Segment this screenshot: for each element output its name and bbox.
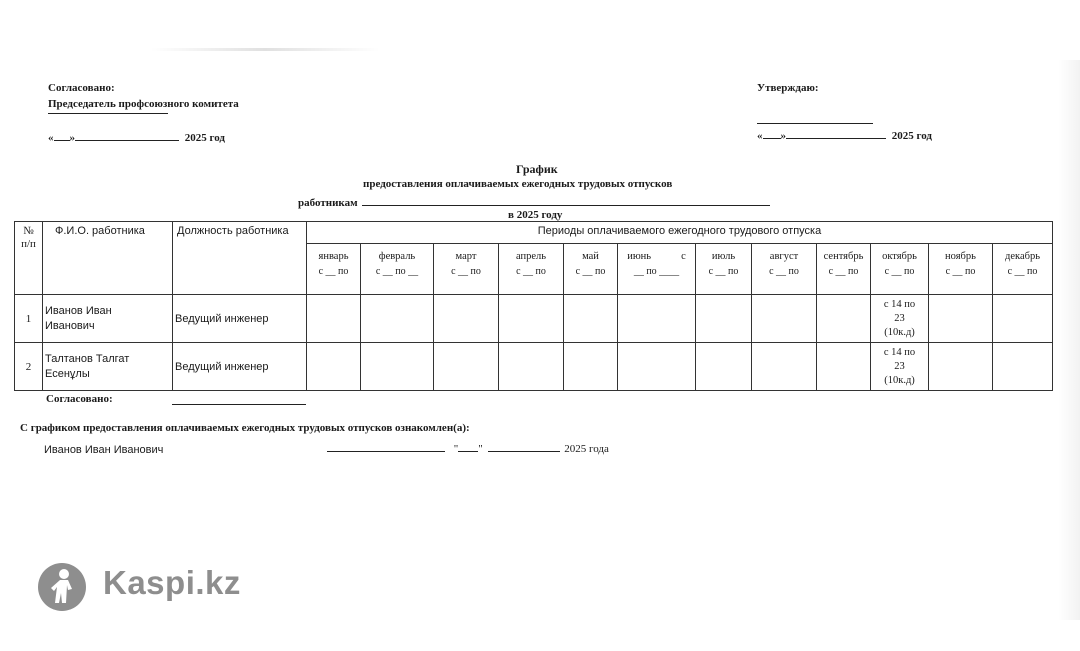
- month-july: июль с __ по: [696, 244, 752, 295]
- month-october: октябрь с __ по: [871, 244, 929, 295]
- date-line-right: « » 2025 год: [757, 130, 932, 142]
- footer-signature-line: [172, 404, 306, 405]
- table-row: [15, 343, 1053, 391]
- month-january: январь с __ по: [307, 244, 361, 295]
- october-vacation-period: с 14 по 23 (10к.д): [871, 343, 929, 391]
- employee-position: Ведущий инженер: [173, 343, 307, 391]
- vacation-schedule-table: [14, 221, 1053, 391]
- footer-agreed-label: Согласовано:: [46, 393, 113, 405]
- date-line-left: « » 2025 год: [48, 132, 225, 144]
- year-line: в 2025 году: [508, 209, 563, 221]
- row-number: 1: [15, 295, 43, 343]
- col-position-header: Должность работника: [173, 222, 307, 295]
- employee-name: Иванов Иван Иванович: [43, 295, 173, 343]
- kaspi-logo-icon: [38, 563, 86, 611]
- row-number: 2: [15, 343, 43, 391]
- table-row: [15, 295, 1053, 343]
- month-september: сентябрь с __ по: [817, 244, 871, 295]
- scan-shadow: [150, 48, 380, 51]
- month-april: апрель с __ по: [499, 244, 564, 295]
- signature-line-right: [757, 123, 873, 124]
- periods-header: Периоды оплачиваемого ежегодного трудового отпуска: [307, 222, 1053, 244]
- month-february: февраль с __ по __: [361, 244, 434, 295]
- month-may: май с __ по: [564, 244, 618, 295]
- workers-line: работникам: [298, 195, 770, 209]
- col-name-header: Ф.И.О. работника: [43, 222, 173, 295]
- month-august: август с __ по: [752, 244, 817, 295]
- month-december: декабрь с __ по: [993, 244, 1053, 295]
- col-number-header: № п/п: [15, 222, 43, 295]
- month-november: ноябрь с __ по: [929, 244, 993, 295]
- october-vacation-period: с 14 по 23 (10к.д): [871, 295, 929, 343]
- employee-position: Ведущий инженер: [173, 295, 307, 343]
- approve-label: Утверждаю:: [757, 82, 819, 94]
- month-march: март с __ по: [434, 244, 499, 295]
- kaspi-brand-text: Kaspi.kz: [103, 564, 241, 601]
- kaspi-figure-icon: [38, 563, 86, 611]
- table-header-row-1: [15, 222, 1053, 244]
- agreed-label: Согласовано:: [48, 82, 115, 94]
- chairman-label: Председатель профсоюзного комитета: [48, 98, 239, 110]
- document-subtitle: предоставления оплачиваемых ежегодных трудовых отпусков: [363, 178, 673, 190]
- scan-shadow-right: [1058, 60, 1080, 620]
- month-june: июнь с __ по ____: [618, 244, 696, 295]
- document-title: График: [516, 162, 558, 176]
- signature-line-left: [48, 113, 168, 114]
- acquainted-statement: С графиком предоставления оплачиваемых ежегодных трудовых отпусков ознакомлен(а):: [20, 422, 470, 434]
- employee-name: Талтанов Талгат Есенұлы: [43, 343, 173, 391]
- acquainted-employee: Иванов Иван Иванович: [44, 444, 164, 456]
- acquainted-date-line: " " 2025 года: [327, 441, 609, 455]
